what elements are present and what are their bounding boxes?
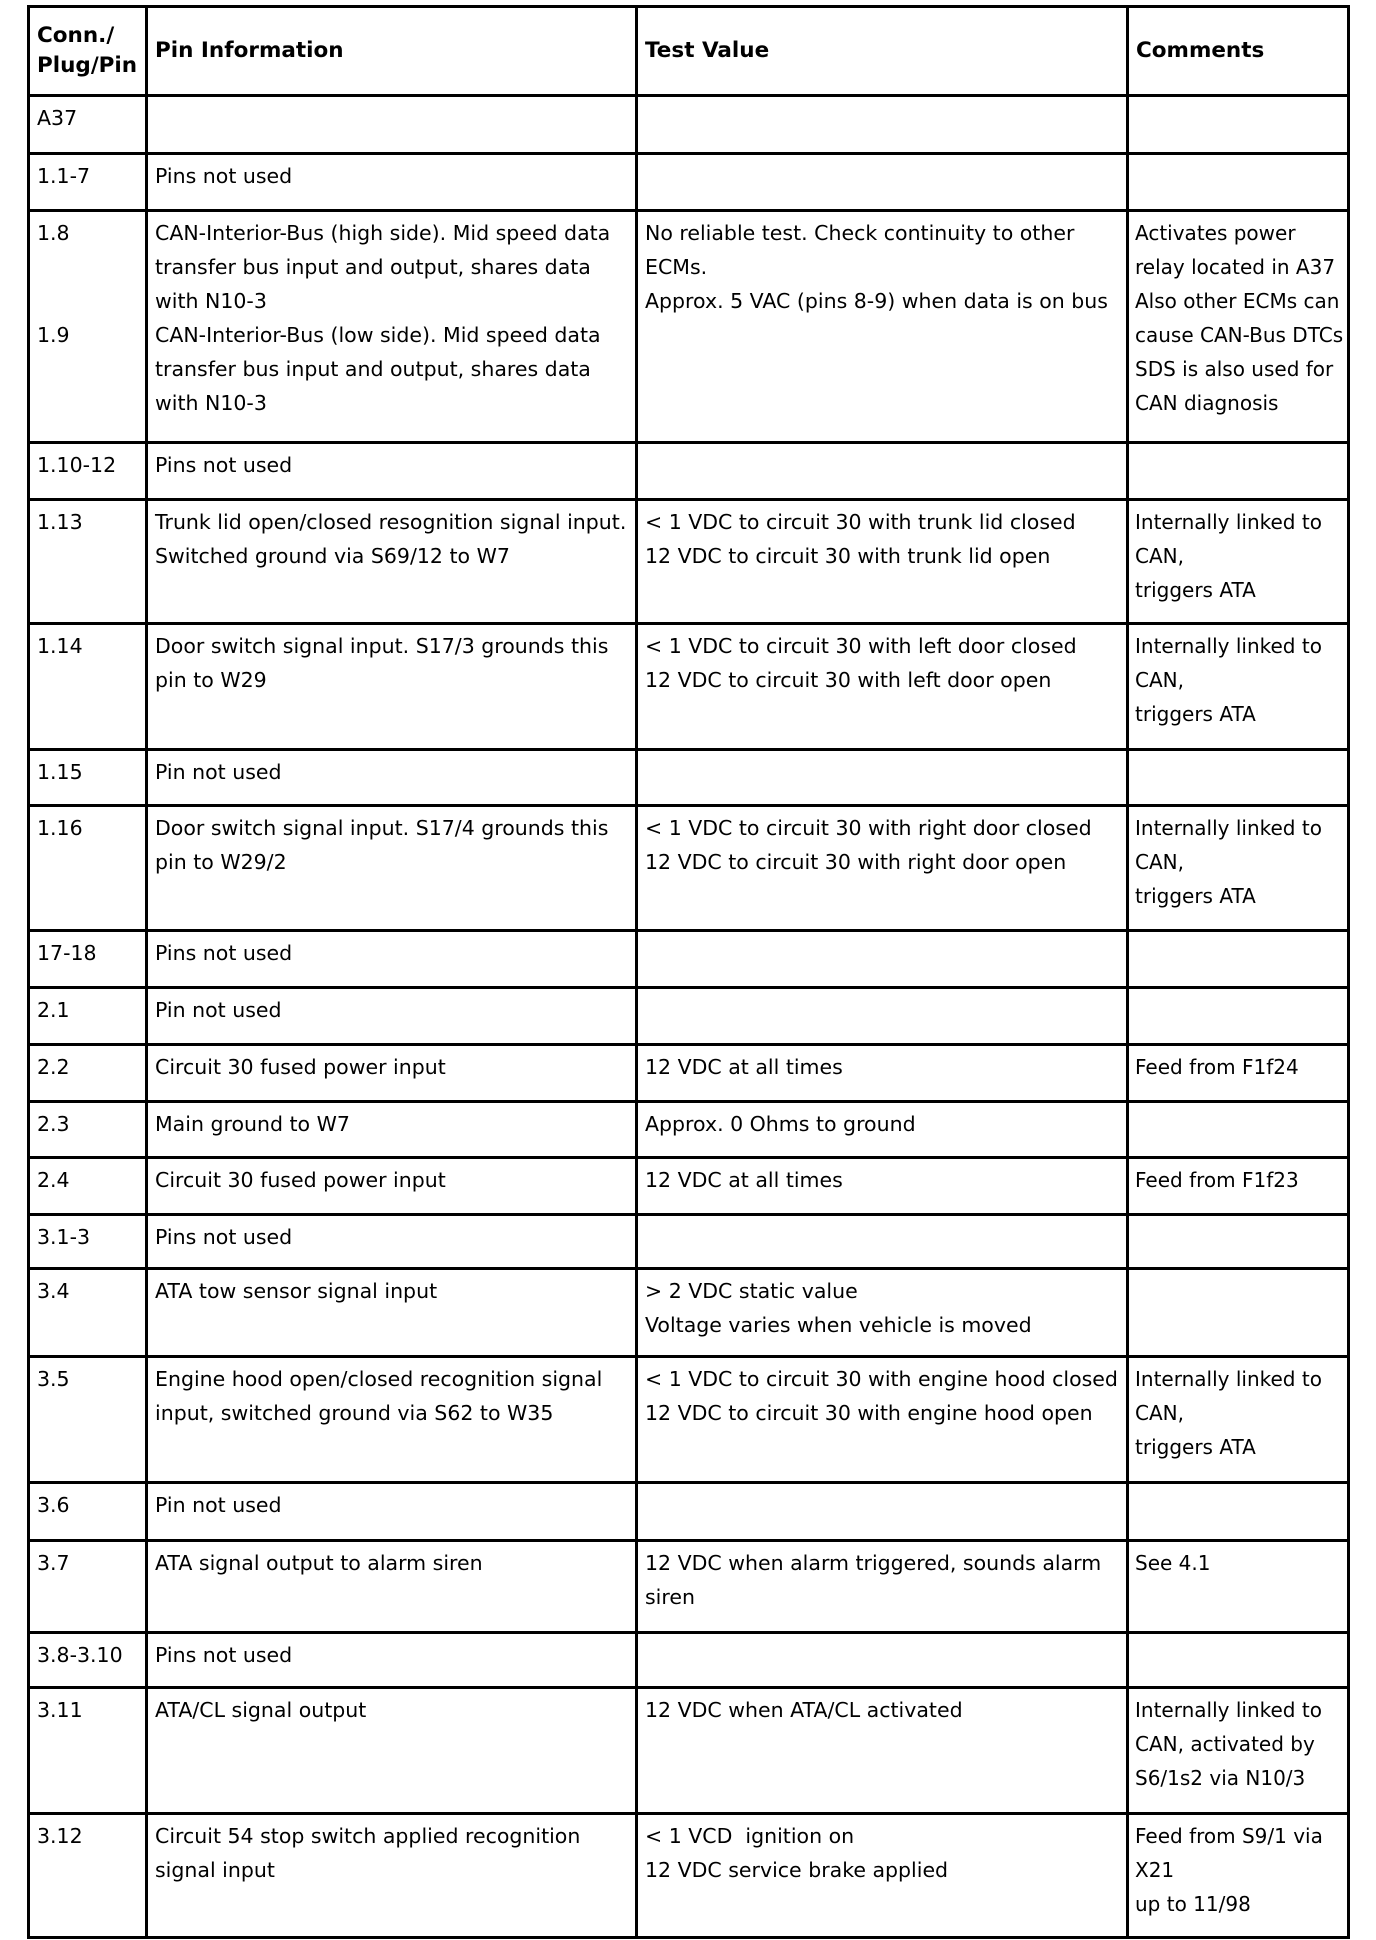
test-value-cell: [637, 1633, 1128, 1688]
comments-cell: [1128, 96, 1349, 154]
test-value-cell: 12 VDC when ATA/CL activated: [637, 1688, 1128, 1814]
comments-cell: Feed from F1f23: [1128, 1158, 1349, 1215]
test-value-cell: [637, 750, 1128, 806]
table-row: [29, 96, 1349, 154]
test-value-text: < 1 VCD ignition on: [645, 1824, 855, 1848]
pin-info-cell: Circuit 30 fused power input: [147, 1045, 637, 1102]
pin-info-text: CAN-Interior-Bus (high side). Mid speed data transfer bus input and output, shares data with N10-3: [155, 221, 611, 313]
pin-info-cell: Pin not used: [147, 988, 637, 1045]
pin-info-cell: Pins not used: [147, 1215, 637, 1269]
pin-info-cell: ATA signal output to alarm siren: [147, 1541, 637, 1633]
test-value-cell: [637, 154, 1128, 211]
comments-cell: [1128, 1483, 1349, 1541]
test-value-text: < 1 VDC to circuit 30 with trunk lid closed: [645, 510, 1076, 534]
test-value-cell: [637, 624, 1128, 750]
comments-cell: [1128, 1102, 1349, 1158]
comments-cell: [1128, 500, 1349, 624]
header-row: [29, 7, 1349, 96]
comments-cell: [1128, 443, 1349, 500]
pin-info-cell: Main ground to W7: [147, 1102, 637, 1158]
test-value-cell: Approx. 0 Ohms to ground: [637, 1102, 1128, 1158]
pin-info-cell: Door switch signal input. S17/3 grounds this pin to W29: [147, 624, 637, 750]
test-value-text: 12 VDC to circuit 30 with engine hood open: [645, 1401, 1093, 1425]
test-value-cell: [637, 931, 1128, 988]
test-value-text: > 2 VDC static value: [645, 1279, 858, 1303]
pin-cell: 1.13: [29, 500, 147, 624]
header-conn-plug-pin: Conn./ Plug/Pin: [29, 7, 147, 96]
comment-text: SDS is also used for CAN diagnosis: [1135, 357, 1334, 415]
comments-cell: Feed from F1f24: [1128, 1045, 1349, 1102]
pin-cell: 2.2: [29, 1045, 147, 1102]
test-value-cell: 12 VDC when alarm triggered, sounds alarm siren: [637, 1541, 1128, 1633]
pin-cell: 3.8-3.10: [29, 1633, 147, 1688]
pin-info-cell: Pins not used: [147, 931, 637, 988]
pin-info-cell: Circuit 30 fused power input: [147, 1158, 637, 1215]
pin-cell: 3.4: [29, 1269, 147, 1357]
test-value-cell: 12 VDC at all times: [637, 1158, 1128, 1215]
pin-info-cell: [147, 500, 637, 624]
pin-info-cell: Door switch signal input. S17/4 grounds this pin to W29/2: [147, 806, 637, 931]
comment-text: up to 11/98: [1135, 1892, 1251, 1916]
pin-label: 1.8: [37, 221, 70, 245]
pin-info-cell: Engine hood open/closed recognition signal input, switched ground via S62 to W35: [147, 1357, 637, 1483]
table-row: [29, 1269, 1349, 1357]
test-value-text: 12 VDC to circuit 30 with left door open: [645, 668, 1052, 692]
pin-info-cell: Pins not used: [147, 1633, 637, 1688]
pin-info-cell: Pins not used: [147, 154, 637, 211]
table-row: [29, 750, 1349, 806]
table-row: [29, 624, 1349, 750]
test-value-text: No reliable test. Check continuity to other ECMs.: [645, 221, 1075, 279]
table-row: [29, 1158, 1349, 1215]
comment-text: Internally linked to CAN,: [1135, 510, 1322, 568]
comment-text: Internally linked to CAN,: [1135, 816, 1322, 874]
table-row: [29, 988, 1349, 1045]
comments-cell: Internally linked to CAN, activated by S6/1s2 via N10/3: [1128, 1688, 1349, 1814]
comments-cell: [1128, 211, 1349, 443]
pin-cell: 1.14: [29, 624, 147, 750]
comments-cell: [1128, 750, 1349, 806]
comments-cell: See 4.1: [1128, 1541, 1349, 1633]
comment-text: Internally linked to CAN,: [1135, 634, 1322, 692]
pin-info-text: CAN-Interior-Bus (low side). Mid speed data transfer bus input and output, shares data with N10-3: [155, 323, 601, 415]
pin-cell: [29, 211, 147, 443]
table-row: [29, 211, 1349, 443]
test-value-text: Voltage varies when vehicle is moved: [645, 1313, 1032, 1337]
comment-text: Feed from S9/1 via X21: [1135, 1824, 1323, 1882]
test-value-cell: [637, 806, 1128, 931]
table-row: [29, 500, 1349, 624]
pin-cell: 3.11: [29, 1688, 147, 1814]
comments-cell: [1128, 624, 1349, 750]
pin-cell: 1.15: [29, 750, 147, 806]
comments-cell: [1128, 154, 1349, 211]
test-value-text: 12 VDC to circuit 30 with right door open: [645, 850, 1067, 874]
comment-text: Also other ECMs can cause CAN-Bus DTCs: [1135, 289, 1344, 347]
header-comments: Comments: [1128, 7, 1349, 96]
pin-info-cell: [147, 211, 637, 443]
test-value-cell: [637, 1357, 1128, 1483]
pin-cell: 1.1-7: [29, 154, 147, 211]
pin-cell: 1.10-12: [29, 443, 147, 500]
table-row: [29, 1541, 1349, 1633]
table-row: [29, 154, 1349, 211]
pin-cell: 3.6: [29, 1483, 147, 1541]
test-value-cell: [637, 1215, 1128, 1269]
pin-test-table: [27, 5, 1350, 1939]
comment-text: triggers ATA: [1135, 578, 1256, 602]
test-value-text: 12 VDC service brake applied: [645, 1858, 949, 1882]
test-value-cell: [637, 1269, 1128, 1357]
test-value-text: Approx. 5 VAC (pins 8-9) when data is on bus: [645, 289, 1108, 313]
test-value-cell: [637, 211, 1128, 443]
table-row: [29, 1483, 1349, 1541]
pin-info-cell: ATA tow sensor signal input: [147, 1269, 637, 1357]
comments-cell: [1128, 931, 1349, 988]
comment-text: triggers ATA: [1135, 702, 1256, 726]
test-value-cell: [637, 1814, 1128, 1938]
comment-text: triggers ATA: [1135, 884, 1256, 908]
test-value-cell: [637, 443, 1128, 500]
comments-cell: [1128, 988, 1349, 1045]
header-test-value: Test Value: [637, 7, 1128, 96]
test-value-text: < 1 VDC to circuit 30 with left door closed: [645, 634, 1077, 658]
pin-info-cell: Pin not used: [147, 750, 637, 806]
comment-text: Internally linked to CAN,: [1135, 1367, 1322, 1425]
pin-cell: 17-18: [29, 931, 147, 988]
test-value-cell: [637, 96, 1128, 154]
test-value-text: < 1 VDC to circuit 30 with engine hood closed: [645, 1367, 1118, 1391]
test-value-text: 12 VDC to circuit 30 with trunk lid open: [645, 544, 1051, 568]
table-row: [29, 1102, 1349, 1158]
pin-cell: 2.1: [29, 988, 147, 1045]
comments-cell: [1128, 1633, 1349, 1688]
pin-cell: 3.1-3: [29, 1215, 147, 1269]
comments-cell: [1128, 806, 1349, 931]
test-value-text: < 1 VDC to circuit 30 with right door closed: [645, 816, 1092, 840]
table-row: [29, 1633, 1349, 1688]
comments-cell: [1128, 1357, 1349, 1483]
comment-text: triggers ATA: [1135, 1435, 1256, 1459]
table-row: [29, 1688, 1349, 1814]
comments-cell: [1128, 1269, 1349, 1357]
pin-info-cell: [147, 96, 637, 154]
comments-cell: [1128, 1814, 1349, 1938]
table-row: [29, 806, 1349, 931]
test-value-cell: 12 VDC at all times: [637, 1045, 1128, 1102]
table-row: [29, 443, 1349, 500]
table-row: [29, 1045, 1349, 1102]
table-row: [29, 1357, 1349, 1483]
test-value-cell: [637, 1483, 1128, 1541]
pin-cell: 2.3: [29, 1102, 147, 1158]
pin-info-cell: Pin not used: [147, 1483, 637, 1541]
pin-info-text: Trunk lid open/closed resognition signal input.: [155, 510, 627, 534]
test-value-cell: [637, 988, 1128, 1045]
pin-info-text: Switched ground via S69/12 to W7: [155, 544, 510, 568]
header-pin-information: Pin Information: [147, 7, 637, 96]
pin-label: 1.9: [37, 323, 70, 347]
pin-info-cell: Pins not used: [147, 443, 637, 500]
comment-text: Activates power relay located in A37: [1135, 221, 1336, 279]
pin-info-cell: ATA/CL signal output: [147, 1688, 637, 1814]
table-row: [29, 931, 1349, 988]
pin-cell: 3.7: [29, 1541, 147, 1633]
pin-cell: 2.4: [29, 1158, 147, 1215]
table-row: [29, 1814, 1349, 1938]
pin-cell: A37: [29, 96, 147, 154]
pin-cell: 1.16: [29, 806, 147, 931]
pin-cell: 3.5: [29, 1357, 147, 1483]
pin-cell: 3.12: [29, 1814, 147, 1938]
comments-cell: [1128, 1215, 1349, 1269]
pin-info-cell: Circuit 54 stop switch applied recognition signal input: [147, 1814, 637, 1938]
test-value-cell: [637, 500, 1128, 624]
table-row: [29, 1215, 1349, 1269]
